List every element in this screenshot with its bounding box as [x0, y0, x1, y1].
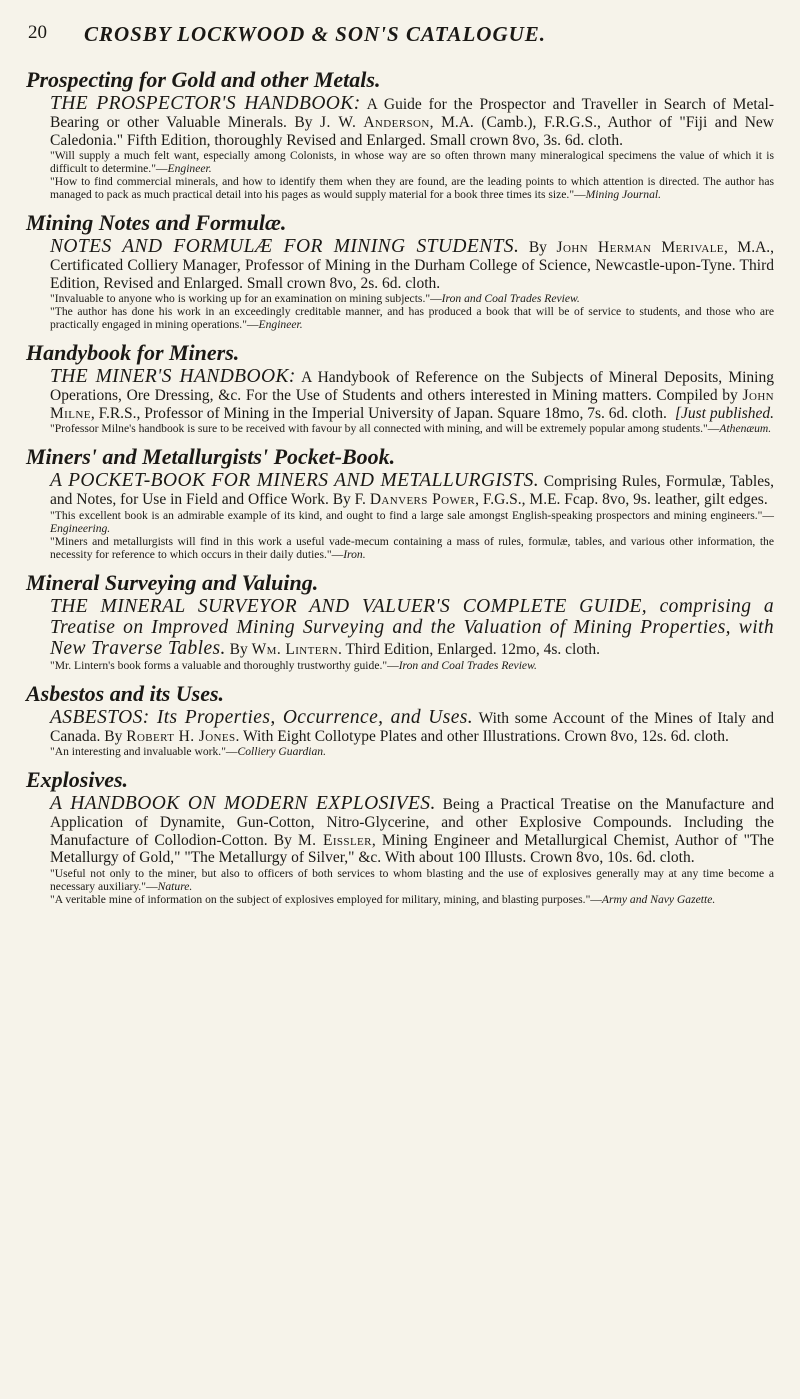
section-heading: Prospecting for Gold and other Metals.	[26, 67, 381, 92]
quote-source: Nature.	[157, 879, 193, 893]
book-entry	[50, 707, 774, 759]
running-head	[26, 22, 774, 58]
author-name: Robert H. Jones	[126, 727, 236, 745]
book-description	[50, 707, 774, 746]
catalogue-section	[26, 682, 774, 759]
running-title: CROSBY LOCKWOOD & SON'S CATALOGUE.	[84, 22, 547, 46]
book-description	[50, 793, 774, 867]
description-text: Being a Practical Treatise on the Manufacture and Application of Dynamite, Gun-Cotton, Nitro-Glycerine, and other Explosive Compounds. Including the Manufacture of Collodion-Cotton. By	[50, 796, 775, 849]
catalogue-section	[26, 571, 774, 672]
quote-text: "Invaluable to anyone who is working up for an examination on mining subjects."—	[50, 292, 442, 305]
book-title: NOTES AND FORMULÆ FOR MINING STUDENTS.	[50, 236, 520, 257]
section-heading: Explosives.	[26, 767, 129, 792]
section-heading: Miners' and Metallurgists' Pocket-Book.	[26, 444, 396, 469]
book-title: THE MINERAL SURVEYOR AND VALUER'S COMPLETE GUIDE, comprising a Treatise on Improved Mining Surveying and the Valuation of Mining Properties, with New Traverse Tables.	[50, 595, 774, 659]
book-title: A HANDBOOK ON MODERN EXPLOSIVES.	[50, 793, 436, 814]
description-text: . Third Edition, Enlarged. 12mo, 4s. cloth.	[337, 640, 601, 658]
page-number: 20	[28, 22, 47, 43]
quote-text: "Miners and metallurgists will find in this work a useful vade-mecum containing a mass of rules, formulæ, tables, and various other information, the necessity for reference to which occurs in their daily duties."—	[50, 534, 774, 561]
review-quote	[50, 175, 774, 201]
book-description	[50, 470, 774, 509]
author-name: Wm. Lintern	[251, 640, 338, 658]
catalogue-section	[26, 445, 774, 561]
description-text: , F.R.S., Professor of Mining in the Imperial University of Japan. Square 18mo, 7s. 6d. cloth.	[90, 404, 667, 422]
description-text: Comprising Rules, Formulæ, Tables, and Notes, for Use in Field and Office Work. By F.	[50, 473, 775, 508]
review-quote	[50, 745, 774, 758]
quote-text: "This excellent book is an admirable example of its kind, and ought to find a large sale amongst English-speaking prospectors and mining engineers."—	[50, 508, 774, 522]
description-text: By	[229, 640, 248, 658]
book-entry	[50, 236, 774, 331]
section-heading: Mining Notes and Formulæ.	[26, 210, 287, 235]
description-text: By	[528, 239, 547, 256]
quote-source: Engineering.	[50, 521, 111, 535]
quote-text: "Useful not only to the miner, but also to officers of both services to whom blasting and the use of explosives generally may at any time become a necessary auxiliary."—	[50, 866, 774, 893]
quote-source: Athenæum.	[719, 422, 772, 435]
quote-text: "Professor Milne's handbook is sure to be received with favour by all connected with mining, and will be extremely popular among students."—	[50, 422, 720, 435]
quote-source: Iron.	[343, 547, 366, 561]
book-entry	[50, 596, 774, 672]
book-title: THE PROSPECTOR'S HANDBOOK:	[50, 93, 361, 114]
quote-source: Iron and Coal Trades Review.	[398, 658, 537, 672]
catalogue-section	[26, 341, 774, 435]
author-name: Danvers Power	[369, 491, 476, 508]
description-text: A Guide for the Prospector and Traveller in Search of Metal-Bearing or other Valuable Minerals. By	[50, 96, 774, 131]
book-entry	[50, 366, 774, 435]
review-quote	[50, 509, 774, 535]
author-name: J. W. Anderson	[320, 114, 430, 131]
quote-text: "Mr. Lintern's book forms a valuable and thoroughly trustworthy guide."—	[50, 658, 399, 672]
catalogue-section	[26, 68, 774, 201]
description-text: , Mining Engineer and Metallurgical Chemist, Author of "The Metallurgy of Gold," "The Metallurgy of Silver," &c. With about 100 Illusts. Crown 8vo, 10s. 6d. cloth.	[50, 831, 774, 866]
description-text: A Handybook of Reference on the Subjects of Mineral Deposits, Mining Operations, Ore Dressing, &c. For the Use of Students and others interested in Mining matters. Compiled by	[50, 369, 774, 404]
quote-source: Army and Navy Gazette.	[601, 892, 716, 906]
book-title: ASBESTOS: Its Properties, Occurrence, and Uses.	[50, 706, 474, 728]
book-title: A POCKET-BOOK FOR MINERS AND METALLURGISTS.	[50, 470, 540, 491]
description-text: , M.A., Certificated Colliery Manager, Professor of Mining in the Durham College of Science, Newcastle-upon-Tyne. Third Edition, Revised and Enlarged. Small crown 8vo, 2s. 6d. cloth.	[50, 239, 775, 292]
description-text: , F.G.S., M.E. Fcap. 8vo, 9s. leather, gilt edges.	[475, 491, 768, 508]
author-name: M. Eissler	[297, 831, 372, 849]
review-quote	[50, 292, 774, 305]
book-entry	[50, 470, 774, 561]
quote-source: Mining Journal.	[585, 188, 661, 201]
review-quote	[50, 659, 774, 672]
quote-text: "An interesting and invaluable work."—	[50, 745, 238, 758]
book-description	[50, 366, 774, 422]
quote-source: Engineer.	[167, 162, 212, 175]
book-title: THE MINER'S HANDBOOK:	[50, 366, 296, 387]
quote-source: Colliery Guardian.	[237, 745, 326, 758]
quote-text: "How to find commercial minerals, and how to identify them when they are found, are the leading points to which attention is directed. The author has managed to pack as much practical detail into his pages as would supply material for a book three times its size."—	[50, 175, 774, 201]
publication-status: [Just published.	[674, 404, 774, 422]
review-quote	[50, 149, 774, 175]
quote-text: "The author has done his work in an exceedingly creditable manner, and has produced a book that will be of service to students, and those who are practically engaged in mining operations."—	[50, 305, 774, 331]
review-quote	[50, 867, 774, 893]
book-description	[50, 596, 774, 659]
quote-text: "Will supply a much felt want, especially among Colonists, in whose way are so often thrown many mineralogical specimens the value of which it is difficult to determine."—	[50, 149, 774, 175]
review-quote	[50, 893, 774, 906]
review-quote	[50, 422, 774, 435]
review-quote	[50, 535, 774, 561]
quote-text: "A veritable mine of information on the subject of explosives employed for military, mining, and blasting purposes."—	[50, 892, 602, 906]
quote-source: Engineer.	[258, 318, 303, 331]
quote-source: Iron and Coal Trades Review.	[441, 292, 580, 305]
book-entry	[50, 793, 774, 906]
section-heading: Handybook for Miners.	[26, 340, 240, 365]
author-name: John Milne	[50, 387, 775, 422]
description-text: . With Eight Collotype Plates and other Illustrations. Crown 8vo, 12s. 6d. cloth.	[235, 727, 729, 745]
catalogue-section	[26, 768, 774, 906]
section-heading: Mineral Surveying and Valuing.	[26, 569, 319, 595]
description-text: With some Account of the Mines of Italy and Canada. By	[50, 709, 774, 745]
review-quote	[50, 305, 774, 331]
description-text: , M.A. (Camb.), F.R.G.S., Author of "Fiji and New Caledonia." Fifth Edition, thoroughly Revised and Enlarged. Small crown 8vo, 3s. 6d. cloth.	[50, 114, 774, 149]
catalogue-entries	[26, 68, 774, 906]
book-description	[50, 236, 774, 292]
book-description	[50, 93, 774, 149]
book-entry	[50, 93, 774, 201]
section-heading: Asbestos and its Uses.	[26, 680, 225, 706]
catalogue-section	[26, 211, 774, 331]
author-name: John Herman Merivale	[556, 239, 724, 256]
